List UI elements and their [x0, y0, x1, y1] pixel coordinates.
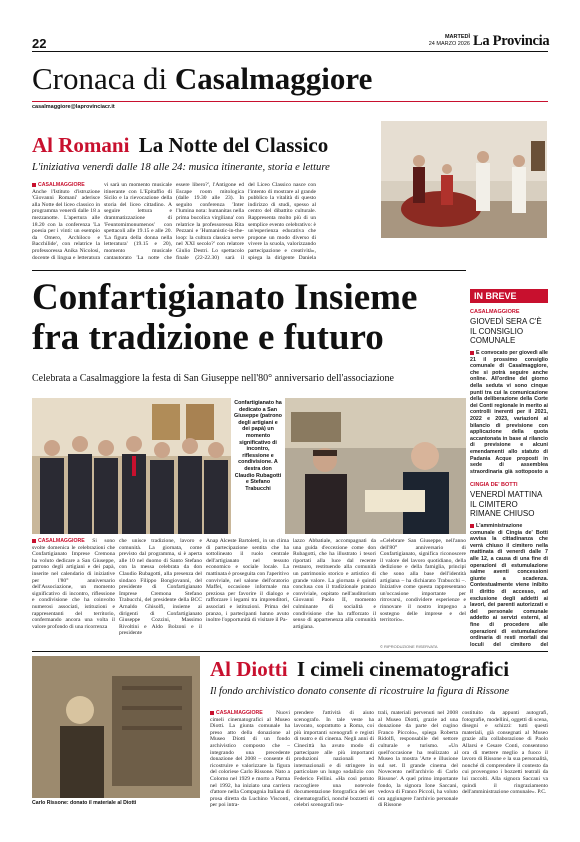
article2-col4-text: lazzo Abbatiale, accompagnati da una guida d'eccezione come don Rubagotti, che ha illustrato i tesori riportati alla luce dal recente restauro, restituendo alla comunità un patrimonio storico e artistico di grande valore. La giornata è quindi conclusa con il tradizionale pranzo conviviale, ospitato nell'auditorium Giovanni Paolo II, momento culminante di socialità e condivisione che ha rafforzato il senso di appartenenza alla comunità artigiana. — [293, 538, 376, 630]
article1-headline — [32, 133, 328, 157]
sidebar-item2-text — [470, 523, 548, 647]
sidebar-item1-text — [470, 350, 548, 474]
masthead: La Provincia — [473, 33, 550, 49]
article3-col1-text: Nuovi cimeli cinematografici al Museo Diotti. La giunta comunale ha preso atto della donazione al Museo Diotti di un fondo archivistico composto che – integrando una precedente donazione del 2008 – consente di ricostruire e valorizzare la figura del coloriese Carlo Rissone. Nato a Colorno nel 1929 e morto a Parma nel 1992, ha iniziato una carriera d'attore nella Compagnia Italiana di prosa diretta da Luchino Visconti, per poi intra- — [210, 710, 290, 809]
article3-kicker: Al Diotti — [210, 657, 288, 681]
sidebar-item1-kicker: CASALMAGGIORE — [470, 309, 520, 315]
article3-col2-text: prendere l'attività di aiuto scenografo. In tale veste ha lavorato, soprattutto a Roma, coi più importanti scenografi e registi di teatro e di cinema. Negli anni di Cinecittà ha avuto modo di partecipare alle più importanti produzioni nazionali ed internazionali e di stringere in particolare un lungo sodalizio con Federico Fellini. «Ha così potuto raccogliere una notevole documentazione fotografica dei set cinematografici, nonché bozzetti di celebri scenografi tea- — [294, 710, 374, 809]
dateline-square-icon — [210, 711, 214, 715]
article3-col4 — [462, 710, 548, 812]
article2-col2-text: che unisce tradizione, lavoro e comunità. La giornata, come previsto dal programma, si è aperta alle 10 nel duomo di Santo Stefano con la messa celebrata da don Claudio Rubagotti, alla presenza del sindaco Filippo Bongiovanni, del presidente di Confartigianato Imprese Cremona Stefano Trabucchi, del presidente della BCC Arnaldo Ghisolfi, insieme ai dirigenti di Confartigianato Giuseppe Cozzini, Massimo Rivoltini e Aldo Bolzoni e il presidente — [119, 538, 202, 637]
article3-col3 — [378, 710, 458, 812]
article1-col3 — [176, 182, 244, 260]
article2-caption: Confartigianato ha dedicato a San Giuseppe (patrono degli artigiani e dei papà) un momento significativo di incontro, riflessione e condivisione. A destra don Claudio Rubagotti e Stefano Trabucchi — [234, 400, 282, 492]
performers-photo-illustration — [381, 121, 547, 238]
article2-col5-text: «Celebrare San Giuseppe, nell'anno dell'80° anniversario di Confartigianato, significa riconoscere il valore del lavoro quotidiano, della dedizione e della famiglia, principi che sono alla base dell'identità artigiana – ha dichiarato Trabucchi –. Iniziative come questa rappresentano un'occasione importante per ritrovarsi, condividere esperienze e rinnovare il nostro impegno a sostegno delle imprese e del territorio». — [380, 538, 466, 624]
article1-col3-text: essere libero?', l'Antigone ed Escape room mitologica (dalle 19.30 alle 23). In seguito conferenza 'Inter l'lumina nota: humanitas nella prima bucolica virgiliana' con relatrice la professoressa Rita Pezzani e 'Humanistic-in-the-loop: la cultura classica serve nel XXI secolo?' con relatore Giulio Destri. Lo spettacolo finale (22-22.30) sarà il — [176, 182, 244, 260]
page-number: 22 — [32, 36, 47, 51]
section-email[interactable]: casalmaggiore@laprovinciacr.it — [32, 104, 115, 110]
sidebar-heading-text: IN BREVE — [474, 291, 517, 301]
article2-photo-group — [32, 398, 231, 534]
article2-byline: © RIPRODUZIONE RISERVATA — [380, 644, 438, 649]
priest-photo-illustration — [285, 398, 466, 534]
section-title — [32, 62, 372, 96]
dateline-square-icon — [32, 183, 36, 187]
article1-subtitle: L'iniziativa venerdì dalle 18 alle 24: musica itinerante, storia e letture — [32, 162, 330, 173]
article2-title-text1: Confartigianato Insieme — [32, 277, 418, 318]
sidebar-item2-title: VENERDÌ MATTINA IL CIMITERO RIMANE CHIUSO — [470, 490, 542, 518]
sepia-portrait-illustration — [32, 656, 200, 798]
header-date-day: MARTEDÌ — [444, 34, 470, 40]
article3-caption: Carlo Rissone: donato il materiale al Diotti — [32, 800, 137, 806]
article2-col1 — [32, 538, 115, 648]
article1-col4 — [248, 182, 316, 260]
section-town: Casalmaggiore — [174, 61, 373, 96]
section-prefix: Cronaca di — [32, 61, 168, 96]
article2-photo-priest — [285, 398, 466, 534]
article2-subtitle: Celebrata a Casalmaggiore la festa di San Giuseppe nell'80° anniversario dell'associazione — [32, 373, 394, 384]
article3-col3-text: trali, materiali pervenuti nel 2008 al Museo Diotti, grazie ad una donazione da parte del cugino Franco Piccolo», spiega Roberta Ridolfi, responsabile del settore culturale e turismo. «Un quell'occasione ha realizzato al Museo la mostra 'Arte e illusione sul set. Il grande cinema del Novecento nell'archivio di Carlo Rissone'. A quel primo importante fondo, la signora Ione Saccani, vedova di Franco Piccoli, ha voluto ora aggiungere l'archivio personale di Rissone — [378, 710, 458, 809]
article2-col5 — [380, 538, 466, 642]
sidebar-item1-title: GIOVEDÌ SERA C'È IL CONSIGLIO COMUNALE — [470, 317, 542, 345]
article3-subtitle: Il fondo archivistico donato consente di ricostruire la figura di Rissone — [210, 686, 510, 697]
header-rule — [32, 51, 548, 52]
article1-kicker: Al Romani — [32, 133, 130, 157]
article2-col4 — [293, 538, 376, 648]
article3-dateline: CASALMAGGIORE — [216, 710, 263, 716]
article3-top-rule — [32, 651, 548, 652]
article1-dateline: CASALMAGGIORE — [38, 182, 85, 188]
article2-top-rule — [32, 270, 466, 271]
article3-headline — [210, 657, 509, 681]
article3-col4-text: costituito da appunti autografi, fotografie, modellini, oggetti di scena, disegni e schizzi: tutti questi materiali, già consegnati al Museo grazie alla collaborazione di Paolo Allarsi e Cesare Conti, consentono ora di mettere meglio a fuoco il lavoro di Rissone e la sua personalità, nonché di comprendere il contesto da cui provengono i bozzetti teatrali da lui raccolti. Alla signora Saccani va quindi il ringraziamento dell'amministrazione comunale». P.C. — [462, 710, 548, 796]
sidebar-item1-body: È convocato per giovedì alle 21 il prossimo consiglio comunale di Casalmaggiore, che si potrà seguire anche online. All'ordine del giorno della seduta vi sono cinque punti tra cui la comunicazione della deliberazione della Corte dei Conti regionale in merito ai controlli inerenti per il 2021, 2022 e 2023, variazioni al bilancio di previsione con applicazione della quota accantonata in base al rilancio di previsione e alcuni emendamenti allo statuto di Padania Acque proposti in sede di assemblea straordinaria già sottoposto a — [470, 350, 548, 474]
article2-col2 — [119, 538, 202, 648]
article1-col4-text: del Liceo Classico nasce con l'intento di mostrare al grande pubblico la vitalità di questo indirizzo di studi, spesso al centro del dibattito culturale. Rappresenta molto più di un semplice evento celebrativo: è un'esperienza educativa che propone un modo diverso di vivere la scuola, valorizzando partecipazione e creatività», spiega la dirigente Daniela — [248, 182, 316, 260]
article3-col1 — [210, 710, 290, 812]
section-rule — [32, 101, 548, 102]
article3-title: I cimeli cinematografici — [296, 657, 510, 681]
article1-col2 — [104, 182, 172, 260]
group-photo-illustration — [32, 398, 231, 534]
article1-title: La Notte del Classico — [138, 133, 329, 157]
bullet-square-icon — [470, 524, 474, 528]
article1-col1-text: Anche l'Istituto d'istruzione 'Giovanni Romani' aderisce alla Notte del liceo classico in programma venerdì dalle 18 a mezzanotte. L'apertura alle 18.20 con la conferenza 'La poesia per i vinti: un esempio da Omero, Archiloco e Bacchilide', con relatrice la professoressa Anika Nicolosi, docente di lingua e letteratura — [32, 188, 100, 260]
article1-photo — [381, 121, 547, 238]
article2-col3 — [206, 538, 289, 648]
bullet-square-icon — [470, 351, 474, 355]
article2-col1-text: Si sono svolte domenica le celebrazioni che Confartigianato Imprese Cremona ha voluto dedicare a San Giuseppe, patrono degli artigiani e dei papà, inserite nel calendario di iniziative per l'80° anniversario dell'Associazione, un momento significativo di incontro, riflessione e condivisione che ha coinvolto numerosi associati, istituzioni e rappresentanti del territorio, confermando ancora una volta il valore profondo di una ricorrenza — [32, 538, 115, 630]
article1-col1 — [32, 182, 100, 260]
header-date-full: 24 MARZO 2026 — [428, 41, 470, 47]
article3-col2 — [294, 710, 374, 812]
article2-col3-text: Anap Alceste Bartoletti, in un clima di partecipazione sentita che ha sottolineato il ruolo centrale dell'artigianato nel tessuto economico e sociale locale. La mattinata è proseguita con l'aperitivo conviviale, nel salone dell'oratorio Maffei, occasione informale ma preziosa per favorire il dialogo e rafforzare i legami tra imprenditori, associati e istituzioni. Prima del pranzo, i partecipanti hanno avuto inoltre l'opportunità di visitare il Pa- — [206, 538, 289, 624]
sidebar-item2-kicker: CINGIA DE' BOTTI — [470, 482, 518, 488]
sidebar-heading — [470, 289, 548, 303]
article2-dateline: CASALMAGGIORE — [38, 538, 85, 544]
article1-col2-text: vi sarà un momento musicale itinerante con L'Epitaffio di Sicilo e la rievocazione della storia del liceo cittadino. A seguire lettura e drammatizzazione di 'Feuntomimonumenos' con spettacoli alle 19.15 e alle 20. 'La figura della donna nella letteratura' (19.15 e 20), momento musicale cantautorato 'La notte che — [104, 182, 172, 260]
sidebar-item2-body: L'amministrazione comunale di Cingia de' Botti avvisa la cittadinanza che verrà chiuso il cimitero nella mattinata di venerdì dalle 7 alle 12, a causa di una fine di operazioni di estumulazione salme aventi concessioni giunte a scadenza. Contestualmente viene inibito il diritto di accesso, ad esclusione degli addetti ai lavori, dei parenti autorizzati e del personale comunale addetto ai servizi esterni, al fine di procedere alle operazioni di estumulazione ordinaria di resti mortali dai loculi del cimitero del — [470, 523, 548, 647]
dateline-square-icon — [32, 539, 36, 543]
article2-title-line2: fra tradizione e futuro — [32, 317, 384, 358]
article2-title-line1 — [32, 278, 417, 318]
article3-photo — [32, 656, 200, 798]
